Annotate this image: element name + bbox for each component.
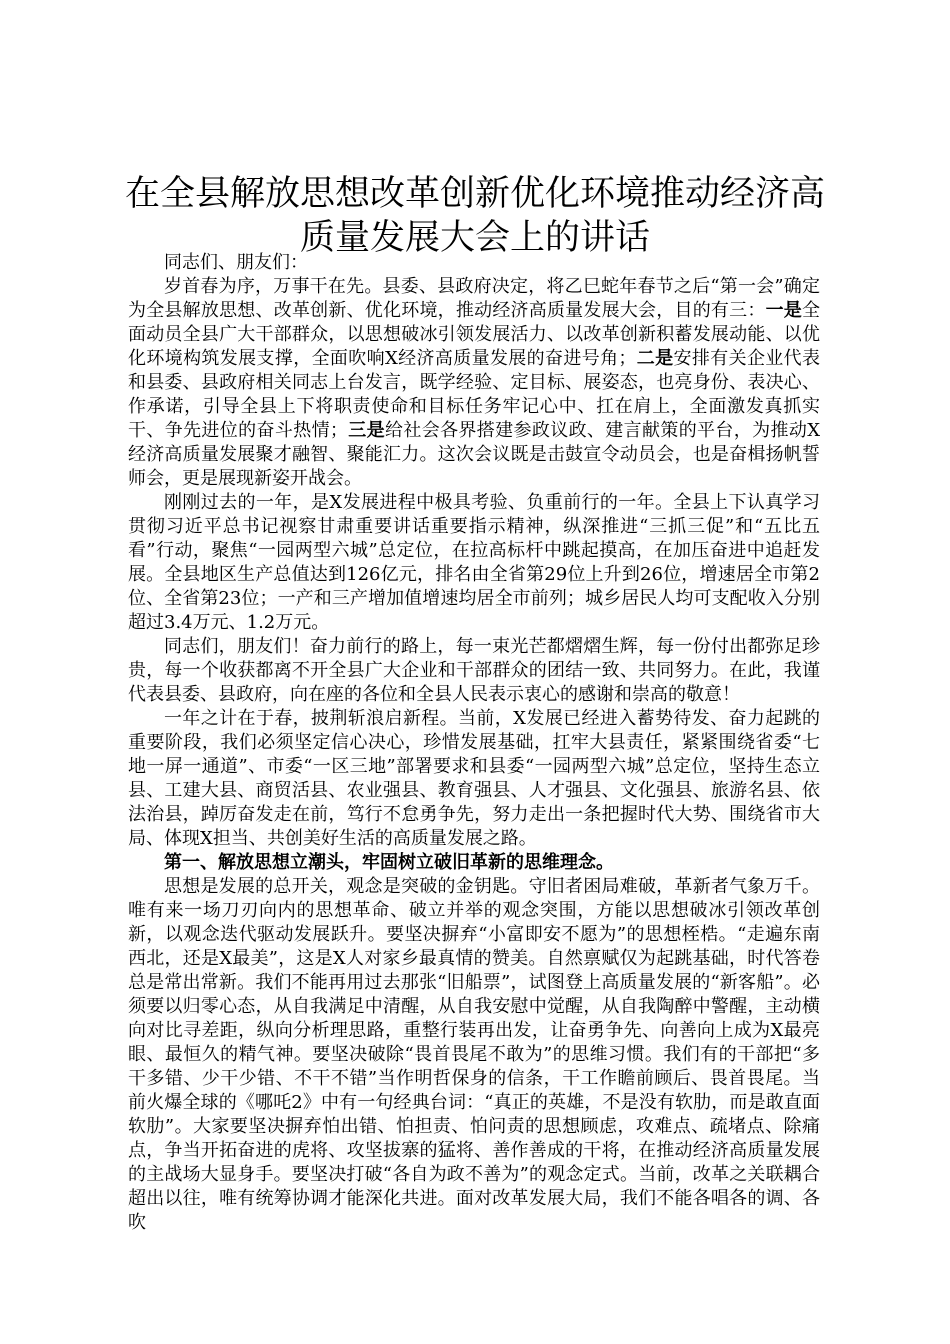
- paragraph-section-1: 思想是发展的总开关，观念是突破的金钥匙。守旧者困局难破，革新者气象万千。唯有来一场刀刃向内的思想革命、破立并举的观念突围，方能以思想破冰引领改革创新，以观念迭代驱动发展跃升。要坚决摒弃“小富即安不愿为”的思想桎梏。“走遍东南西北，还是X最美”，这是X人对家乡最真情的赞美。自然禀赋仅为起跳基础，时代答卷总是常出常新。我们不能再用过去那张“旧船票”，试图登上高质量发展的“新客船”。必须要以归零心态，从自我满足中清醒，从自我安慰中觉醒，从自我陶醉中警醒，主动横向对比寻差距，纵向分析理思路，重整行装再出发，让奋勇争先、向善向上成为X最亮眼、最恒久的精气神。要坚决破除“畏首畏尾不敢为”的思维习惯。我们有的干部把“多干多错、少干少错、不干不错”当作明哲保身的信条，干工作瞻前顾后、畏首畏尾。当前火爆全球的《哪吒2》中有一句经典台词：“真正的英雄，不是没有软肋，而是敢直面软肋”。大家要坚决摒弃怕出错、怕担责、怕问责的思想顾虑，攻难点、疏堵点、除痛点，争当开拓奋进的虎将、攻坚拔寨的猛将、善作善成的干将，在推动经济高质量发展的主战场大显身手。要坚决打破“各自为政不善为”的观念定式。当前，改革之关联耦合超出以往，唯有统筹协调才能深化共进。面对改革发展大局，我们不能各唱各的调、各吹: [128, 876, 820, 1233]
- document-body: [128, 251, 820, 1235]
- paragraph-intro: 岁首春为序，万事干在先。县委、县政府决定，将乙巳蛇年春节之后“第一会”确定为全县解放思想、改革创新、优化环境，推动经济高质量发展大会，目的有三：一是全面动员全县广大干部群众，以思想破冰引领发展活力、以改革创新积蓄发展动能、以优化环境构筑发展支撑，全面吹响X经济高质量发展的奋进号角；二是安排有关企业代表和县委、县政府相关同志上台发言，既学经验、定目标、展姿态，也亮身份、表决心、作承诺，引导全县上下将职责使命和目标任务牢记心中、扛在肩上，全面激发真抓实干、争先进位的奋斗热情；三是给社会各界搭建参政议政、建言献策的平台，为推动X经济高质量发展聚才融智、聚能汇力。这次会议既是击鼓宣令动员会，也是奋楫扬帆誓师会，更是展现新姿开战会。: [128, 276, 821, 489]
- paragraph-thanks: 同志们，朋友们！奋力前行的路上，每一束光芒都熠熠生辉，每一份付出都弥足珍贵，每一个收获都离不开全县广大企业和干部群众的团结一致、共同努力。在此，我谨代表县委、县政府，向在座的各位和全县人民表示衷心的感谢和崇高的敬意！: [128, 636, 820, 705]
- paragraph-outlook: 一年之计在于春，披荆斩浪启新程。当前，X发展已经进入蓄势待发、奋力起跳的重要阶段，我们必须坚定信心决心，珍惜发展基础，扛牢大县责任，紧紧围绕省委“七地一屏一通道”、市委“一区三地”部署要求和县委“一园两型六城”总定位，坚持生态立县、工建大县、商贸活县、农业强县、教育强县、人才强县、文化强县、旅游名县、依法治县，踔厉奋发走在前，笃行不怠勇争先，努力走出一条把握时代大势、围绕省市大局、体现X担当、共创美好生活的高质量发展之路。: [128, 708, 820, 849]
- salutation: 同志们、朋友们：: [164, 252, 308, 273]
- paragraph-review: 刚刚过去的一年，是X发展进程中极具考验、负重前行的一年。全县上下认真学习贯彻习近平总书记视察甘肃重要讲话重要指示精神，纵深推进“三抓三促”和“五比五看”行动，聚焦“一园两型六城”总定位，在拉高标杆中跳起摸高，在加压奋进中追赶发展。全县地区生产总值达到126亿元，排名由全省第29位上升到26位，增速居全市第2位、全省第23位；一产和三产增加值增速均居全市前列；城乡居民人均可支配收入分别超过3.4万元、1.2万元。: [128, 492, 820, 633]
- document-title: 在全县解放思想改革创新优化环境推动经济高质量发展大会上的讲话: [124, 174, 825, 258]
- section-heading-1: 第一、解放思想立潮头，牢固树立破旧革新的思维理念。: [164, 852, 614, 873]
